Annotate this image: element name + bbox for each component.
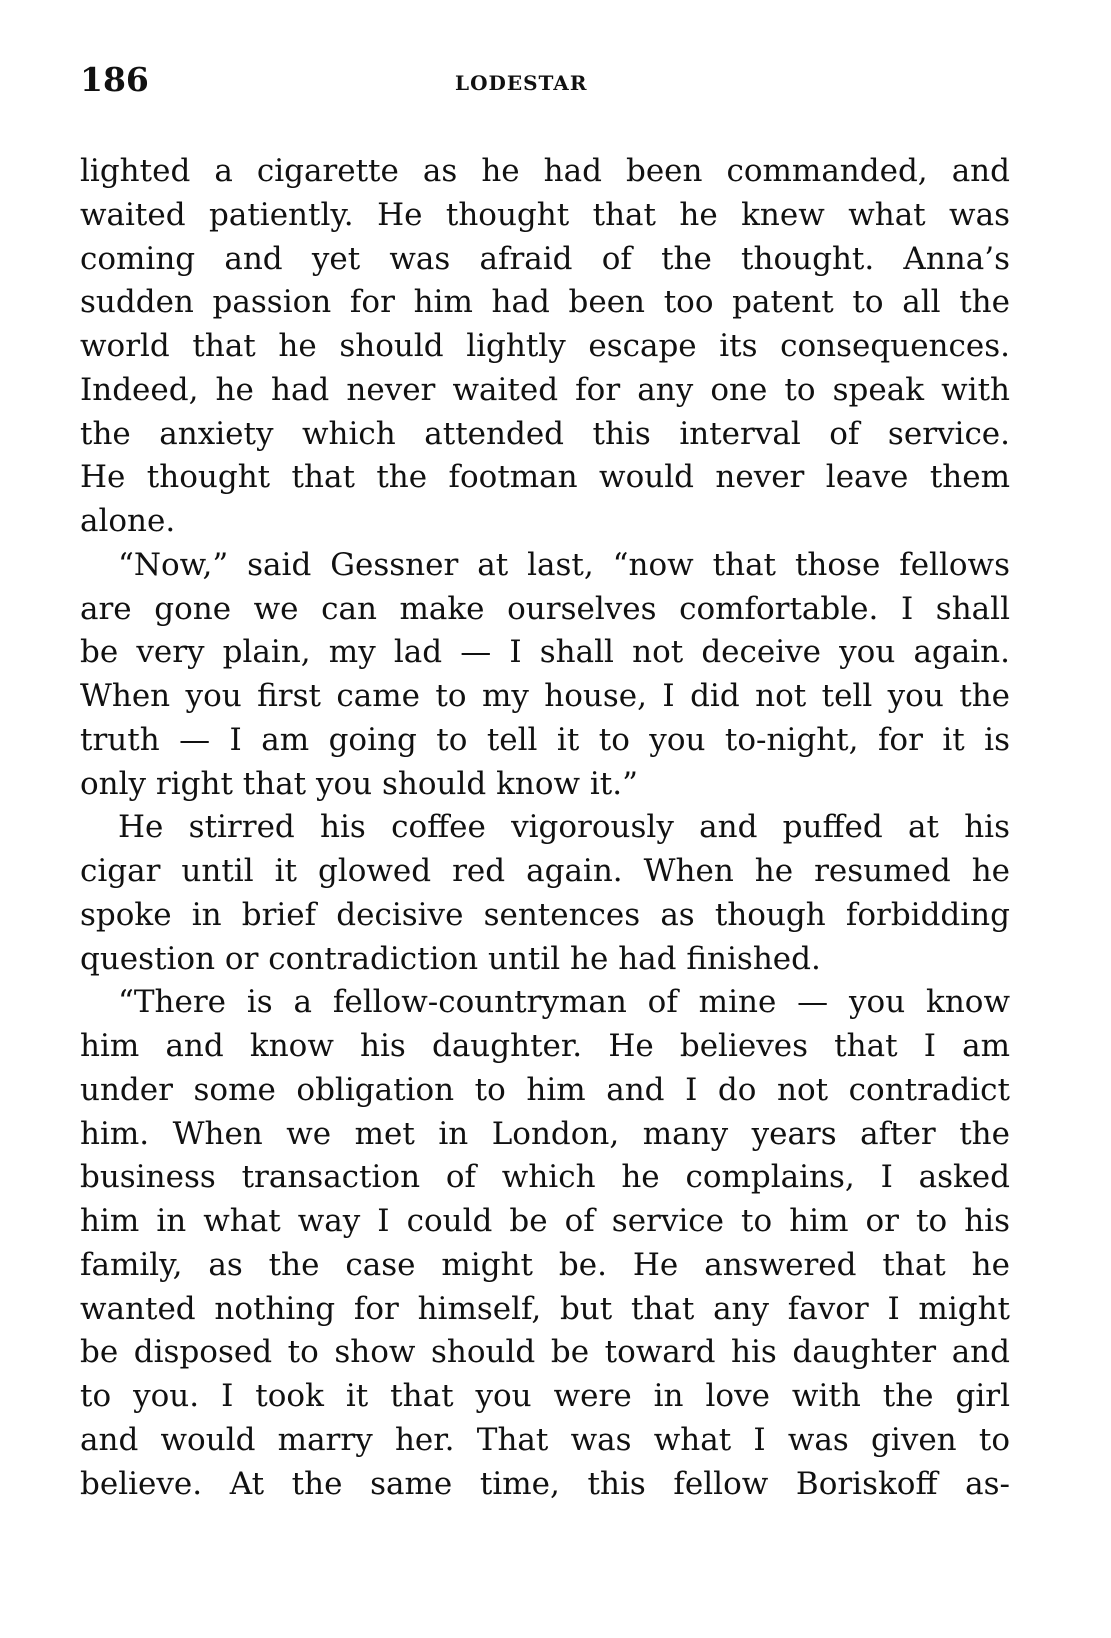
text-line: truth — I am going to tell it to you to-night, for it is	[80, 721, 1010, 758]
text-line: spoke in brief decisive sentences as though forbidding	[80, 896, 1010, 933]
text-line: waited patiently. He thought that he knew what was	[80, 196, 1010, 233]
text-line: coming and yet was afraid of the thought. Anna’s	[80, 240, 1010, 277]
page-header	[80, 55, 1010, 105]
running-head: LODESTAR	[455, 71, 588, 95]
text-line: be disposed to show should be toward his daughter and	[80, 1334, 1010, 1371]
page-number: 186	[80, 60, 149, 99]
book-page	[80, 55, 1010, 1506]
text-line: him and know his daughter. He believes that I am	[80, 1028, 1010, 1064]
text-line: family, as the case might be. He answered that he	[80, 1246, 1010, 1283]
text-line: He stirred his coffee vigorously and puffed at his	[118, 809, 1010, 846]
text-line: When you first came to my house, I did not tell you the	[80, 678, 1010, 714]
text-line: He thought that the footman would never leave them	[80, 459, 1010, 496]
text-line: Indeed, he had never waited for any one to speak with	[80, 371, 1010, 408]
text-line: world that he should lightly escape its consequences.	[80, 328, 1010, 364]
text-line: believe. At the same time, this fellow Boriskoff as-	[80, 1465, 1010, 1502]
text-line: are gone we can make ourselves comfortable. I shall	[80, 590, 1010, 627]
text-line: business transaction of which he complains, I asked	[80, 1159, 1010, 1196]
body-text	[80, 150, 1010, 1506]
text-line: “Now,” said Gessner at last, “now that those fellows	[118, 546, 1010, 583]
text-line: under some obligation to him and I do not contradict	[80, 1071, 1010, 1108]
text-line: sudden passion for him had been too patent to all the	[80, 284, 1010, 321]
text-line: him in what way I could be of service to him or to his	[80, 1203, 1010, 1239]
text-line: the anxiety which attended this interval of service.	[80, 415, 1010, 452]
text-line: “There is a fellow-countryman of mine — you know	[118, 984, 1010, 1021]
text-line: be very plain, my lad — I shall not deceive you again.	[80, 634, 1010, 671]
text-line: to you. I took it that you were in love with the girl	[80, 1378, 1010, 1414]
text-line: him. When we met in London, many years after the	[80, 1115, 1010, 1152]
text-line: alone.	[80, 503, 176, 539]
text-line: cigar until it glowed red again. When he resumed he	[80, 853, 1010, 889]
text-line: and would marry her. That was what I was given to	[80, 1421, 1010, 1458]
text-line: lighted a cigarette as he had been commanded, and	[80, 153, 1010, 189]
text-line: only right that you should know it.”	[80, 765, 638, 802]
text-line: wanted nothing for himself, but that any favor I might	[80, 1290, 1010, 1327]
text-line: question or contradiction until he had finished.	[80, 940, 821, 977]
